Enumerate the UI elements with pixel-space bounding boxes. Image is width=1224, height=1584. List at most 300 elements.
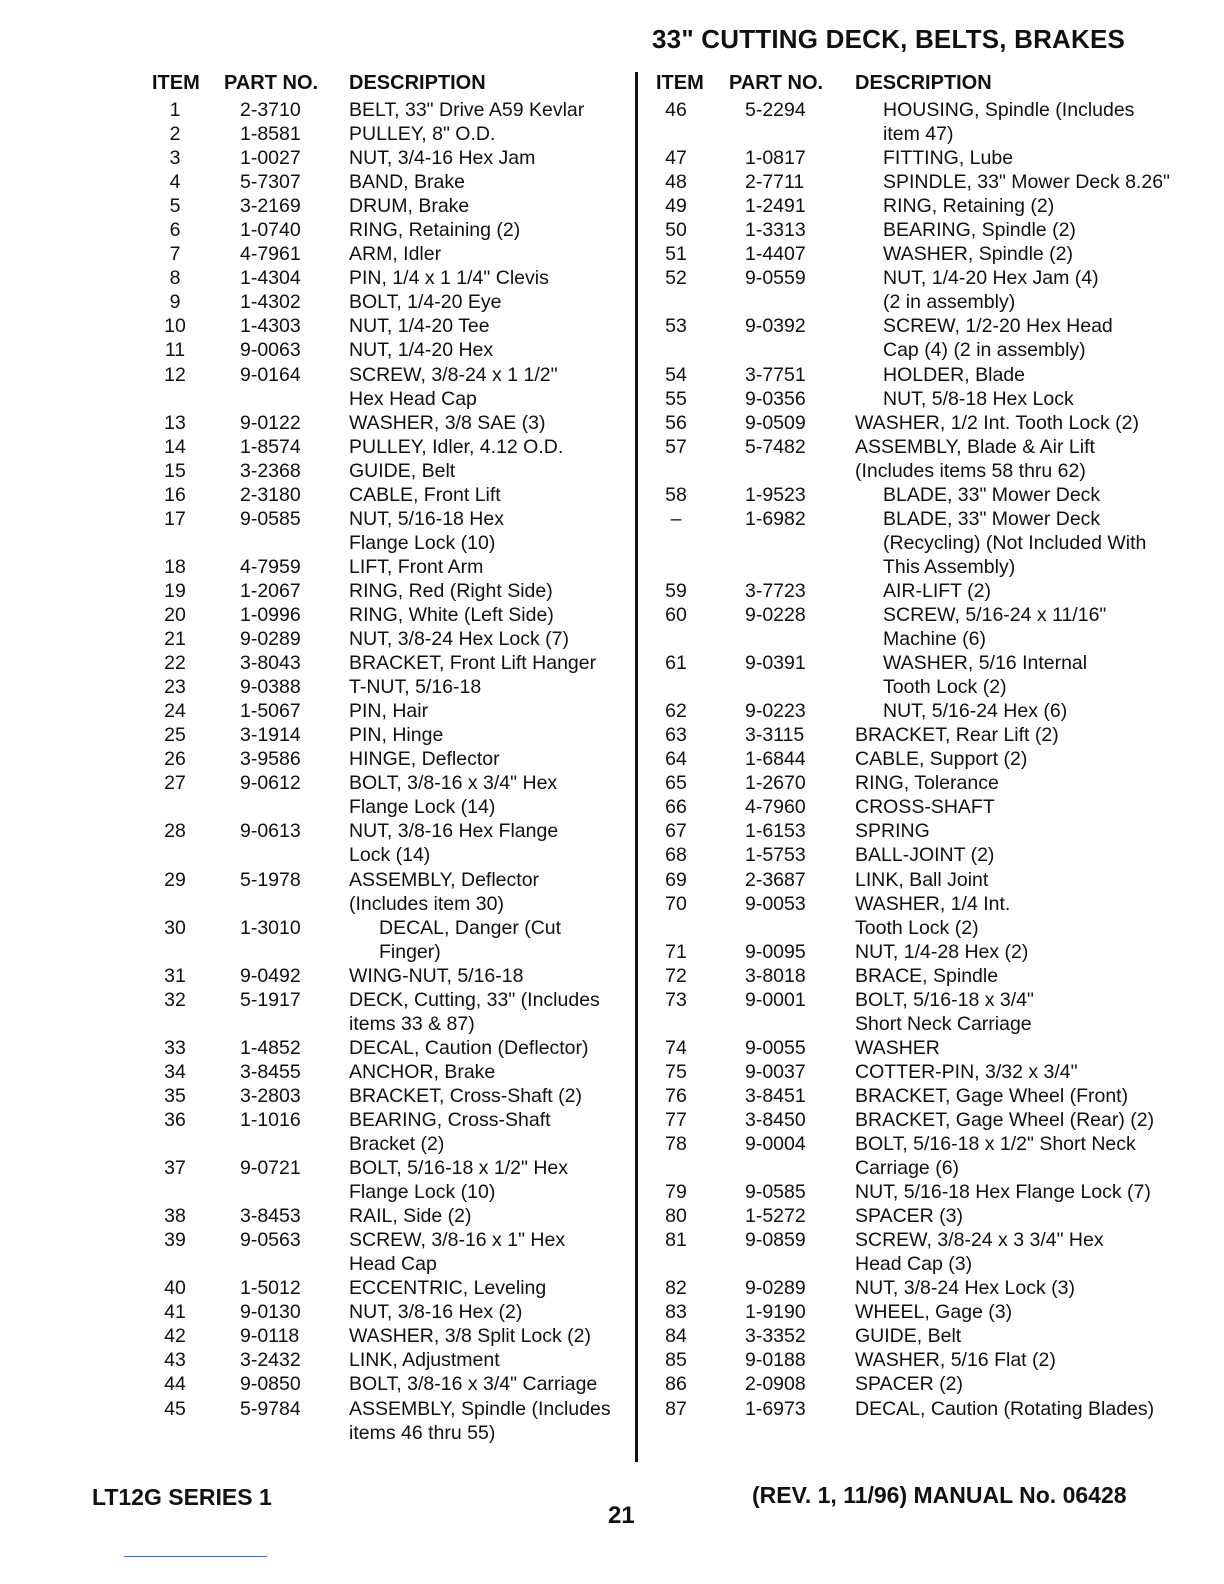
description-line: DRUM, Brake [349, 195, 470, 218]
header-part-no: PART NO. [224, 72, 319, 94]
part-description [349, 627, 630, 651]
part-number: 2-0908 [745, 1373, 806, 1396]
description-line: NUT, 3/8-16 Hex (2) [349, 1301, 523, 1324]
description-line: DECAL, Caution (Rotating Blades) [855, 1397, 1155, 1420]
description-line: (2 in assembly) [883, 291, 1016, 314]
description-line: NUT, 3/4-16 Hex Jam [349, 147, 536, 170]
description-line: SCREW, 3/8-24 x 3 3/4" Hex [855, 1229, 1104, 1252]
table-row [655, 1348, 1215, 1372]
part-description [855, 723, 1215, 747]
part-description [349, 579, 630, 603]
item-number: 12 [164, 363, 186, 386]
item-number: 86 [665, 1373, 687, 1396]
part-number: 1-2067 [240, 579, 301, 602]
part-description [855, 194, 1215, 218]
part-description [349, 1084, 630, 1108]
item-number: 30 [164, 916, 186, 939]
table-row [150, 290, 630, 314]
description-line: (Includes items 58 thru 62) [855, 459, 1086, 482]
table-row [150, 194, 630, 218]
item-number: 25 [164, 724, 186, 747]
table-row [150, 411, 630, 435]
table-row [150, 459, 630, 483]
part-description [855, 1204, 1215, 1228]
item-number: 77 [665, 1108, 687, 1131]
part-number: 1-6973 [745, 1397, 806, 1420]
description-line: BOLT, 1/4-20 Eye [349, 291, 502, 314]
table-row [150, 122, 630, 146]
item-number: 63 [665, 724, 687, 747]
description-line: RAIL, Side (2) [349, 1205, 472, 1228]
parts-table-right [655, 72, 1215, 1421]
table-row [655, 651, 1215, 699]
part-number: 5-1978 [240, 868, 301, 891]
part-number: 5-7482 [745, 435, 806, 458]
part-description [855, 940, 1215, 964]
description-line: ASSEMBLY, Spindle (Includes [349, 1397, 611, 1420]
description-line: item 47) [883, 123, 954, 146]
part-number: 9-0388 [240, 676, 301, 699]
part-description [855, 1132, 1215, 1180]
table-row [150, 1108, 630, 1156]
part-description [855, 868, 1215, 892]
description-line: (Recycling) (Not Included With [883, 531, 1147, 554]
description-line: BRACKET, Gage Wheel (Rear) (2) [855, 1108, 1155, 1131]
table-row [655, 1372, 1215, 1396]
part-description [349, 1372, 630, 1396]
part-description [855, 98, 1215, 146]
scan-artifact-line [124, 1556, 267, 1557]
part-description [349, 723, 630, 747]
item-number: 26 [164, 748, 186, 771]
part-number: 3-3352 [745, 1325, 806, 1348]
part-number: 1-0817 [745, 147, 806, 170]
part-description [855, 1108, 1215, 1132]
item-number: 36 [164, 1108, 186, 1131]
description-line: ARM, Idler [349, 243, 442, 266]
page-number: 21 [608, 1502, 635, 1529]
table-row [655, 1397, 1215, 1421]
table-row [655, 1204, 1215, 1228]
table-header [655, 72, 1215, 98]
description-line: NUT, 1/4-20 Hex Jam (4) [883, 267, 1099, 290]
item-number: 23 [164, 676, 186, 699]
table-row [150, 988, 630, 1036]
table-row [655, 843, 1215, 867]
part-number: 3-3115 [745, 724, 805, 747]
description-line: SPACER (2) [855, 1373, 963, 1396]
description-line: Hex Head Cap [349, 387, 477, 410]
table-row [150, 1348, 630, 1372]
description-line: DECK, Cutting, 33" (Includes [349, 988, 600, 1011]
table-row [150, 1060, 630, 1084]
table-row [655, 507, 1215, 579]
part-number: 9-0585 [240, 507, 301, 530]
description-line: BRACE, Spindle [855, 964, 999, 987]
item-number: 68 [665, 844, 687, 867]
description-line: BOLT, 5/16-18 x 1/2" Short Neck [855, 1133, 1136, 1156]
item-number: 79 [665, 1181, 687, 1204]
part-description [349, 1348, 630, 1372]
table-row [655, 1084, 1215, 1108]
part-description [349, 555, 630, 579]
table-row [150, 1324, 630, 1348]
part-number: 1-6153 [745, 820, 806, 843]
description-line: PULLEY, Idler, 4.12 O.D. [349, 435, 564, 458]
description-line: BRACKET, Rear Lift (2) [855, 724, 1059, 747]
item-number: 59 [665, 579, 687, 602]
part-description [855, 1036, 1215, 1060]
description-line: BAND, Brake [349, 171, 465, 194]
description-line: WASHER, 1/2 Int. Tooth Lock (2) [855, 411, 1139, 434]
description-line: BOLT, 3/8-16 x 3/4" Hex [349, 772, 558, 795]
item-number: 16 [164, 483, 186, 506]
item-number: 48 [665, 171, 687, 194]
header-item: ITEM [656, 72, 704, 94]
page-title: 33" CUTTING DECK, BELTS, BRAKES [652, 24, 1126, 54]
part-number: 2-3180 [240, 483, 301, 506]
part-description [855, 1228, 1215, 1276]
item-number: 56 [665, 411, 687, 434]
item-number: 33 [164, 1036, 186, 1059]
part-description [349, 218, 630, 242]
part-number: 1-2491 [745, 195, 806, 218]
description-line: WASHER [855, 1036, 940, 1059]
part-number: 9-0509 [745, 411, 806, 434]
item-number: 73 [665, 988, 687, 1011]
table-row [150, 1397, 630, 1445]
table-row [150, 555, 630, 579]
item-number: 21 [164, 628, 186, 651]
part-number: 3-8451 [745, 1084, 806, 1107]
item-number: 17 [164, 507, 186, 530]
description-line: NUT, 5/16-18 Hex [349, 507, 504, 530]
item-number: 44 [164, 1373, 186, 1396]
description-line: Bracket (2) [349, 1133, 445, 1156]
item-number: 62 [665, 700, 687, 723]
item-number: 67 [665, 820, 687, 843]
description-line: Machine (6) [883, 628, 986, 651]
description-line: Head Cap (3) [855, 1253, 973, 1276]
part-description [855, 266, 1215, 314]
part-description [349, 363, 630, 411]
part-number: 1-8581 [240, 123, 301, 146]
description-line: Short Neck Carriage [855, 1012, 1032, 1035]
item-number: 66 [665, 796, 687, 819]
part-description [349, 1060, 630, 1084]
table-row [655, 579, 1215, 603]
item-number: 65 [665, 772, 687, 795]
description-line: RING, Retaining (2) [349, 219, 521, 242]
description-line: LINK, Ball Joint [855, 868, 989, 891]
part-description [349, 868, 630, 916]
part-description [349, 98, 630, 122]
item-number: 60 [665, 603, 687, 626]
table-row [150, 1276, 630, 1300]
table-row [655, 771, 1215, 795]
description-line: WASHER, Spindle (2) [883, 243, 1074, 266]
part-description [855, 843, 1215, 867]
description-line: NUT, 1/4-20 Tee [349, 315, 490, 338]
part-description [855, 988, 1215, 1036]
item-number: 42 [164, 1325, 186, 1348]
part-number: 1-6844 [745, 748, 806, 771]
part-number: 9-0130 [240, 1301, 301, 1324]
item-number: 34 [164, 1060, 186, 1083]
table-row [655, 868, 1215, 892]
description-line: NUT, 3/8-24 Hex Lock (3) [855, 1277, 1075, 1300]
table-row [150, 1372, 630, 1396]
item-number: 75 [665, 1060, 687, 1083]
part-number: 5-9784 [240, 1397, 301, 1420]
part-number: 9-0289 [745, 1277, 806, 1300]
part-description [349, 988, 630, 1036]
item-number: 2 [169, 123, 181, 146]
description-line: RING, White (Left Side) [349, 603, 554, 626]
part-description [855, 892, 1215, 940]
item-number: 87 [665, 1397, 687, 1420]
part-number: 9-0585 [745, 1181, 806, 1204]
description-line: BLADE, 33" Mower Deck [883, 483, 1101, 506]
table-row [655, 98, 1215, 146]
description-line: NUT, 1/4-20 Hex [349, 339, 494, 362]
item-number: 58 [665, 483, 687, 506]
item-number: 19 [164, 579, 186, 602]
item-number: 11 [164, 339, 186, 362]
description-line: NUT, 5/8-18 Hex Lock [883, 387, 1074, 410]
table-row [150, 218, 630, 242]
table-row [655, 1324, 1215, 1348]
part-description [855, 242, 1215, 266]
item-number: 35 [164, 1084, 186, 1107]
part-description [349, 1276, 630, 1300]
header-part-no: PART NO. [729, 72, 824, 94]
description-line: This Assembly) [883, 555, 1016, 578]
part-description [349, 1324, 630, 1348]
part-description [349, 771, 630, 819]
item-number: – [670, 507, 682, 530]
item-number: 5 [169, 195, 181, 218]
part-number: 9-0037 [745, 1060, 806, 1083]
part-number: 5-2294 [745, 99, 806, 121]
part-description [855, 1397, 1215, 1421]
table-row [655, 1300, 1215, 1324]
description-line: WING-NUT, 5/16-18 [349, 964, 524, 987]
item-number: 15 [164, 459, 186, 482]
description-line: T-NUT, 5/16-18 [349, 676, 482, 699]
item-number: 14 [164, 435, 186, 458]
table-row [655, 964, 1215, 988]
part-number: 9-0188 [745, 1349, 806, 1372]
item-number: 80 [665, 1205, 687, 1228]
part-description [855, 146, 1215, 170]
part-description [855, 1372, 1215, 1396]
parts-table-left [150, 72, 630, 1445]
item-number: 85 [665, 1349, 687, 1372]
item-number: 55 [665, 387, 687, 410]
table-row [150, 964, 630, 988]
description-line: Carriage (6) [855, 1157, 960, 1180]
part-description [349, 242, 630, 266]
description-line: CABLE, Front Lift [349, 483, 501, 506]
part-number: 1-0027 [240, 147, 301, 170]
part-description [349, 314, 630, 338]
table-row [655, 699, 1215, 723]
table-header [150, 72, 630, 98]
item-number: 31 [164, 964, 186, 987]
description-line: items 46 thru 55) [349, 1421, 496, 1444]
part-description [349, 170, 630, 194]
description-line: NUT, 3/8-24 Hex Lock (7) [349, 628, 569, 651]
item-number: 4 [169, 171, 181, 194]
table-row [655, 603, 1215, 651]
table-row [655, 314, 1215, 362]
part-number: 3-7751 [745, 363, 806, 386]
table-row [655, 795, 1215, 819]
item-number: 20 [164, 603, 186, 626]
part-number: 5-7307 [240, 171, 301, 194]
part-number: 9-0289 [240, 628, 301, 651]
item-number: 40 [164, 1277, 186, 1300]
item-number: 43 [164, 1349, 186, 1372]
description-line: Flange Lock (14) [349, 796, 496, 819]
item-number: 50 [665, 219, 687, 242]
description-line: BOLT, 5/16-18 x 3/4" [855, 988, 1034, 1011]
description-line: WASHER, 1/4 Int. [855, 892, 1011, 915]
item-number: 54 [665, 363, 687, 386]
table-row [655, 170, 1215, 194]
part-description [349, 651, 630, 675]
part-number: 1-9523 [745, 483, 806, 506]
description-line: BELT, 33" Drive A59 Kevlar [349, 99, 585, 121]
part-description [349, 122, 630, 146]
description-line: Flange Lock (10) [349, 531, 496, 554]
table-row [655, 435, 1215, 483]
part-description [855, 1348, 1215, 1372]
description-line: WASHER, 5/16 Flat (2) [855, 1349, 1056, 1372]
table-row [150, 146, 630, 170]
part-number: 9-0356 [745, 387, 806, 410]
part-number: 2-3687 [745, 868, 806, 891]
table-row [655, 723, 1215, 747]
part-description [855, 387, 1215, 411]
part-number: 1-4302 [240, 291, 301, 314]
table-row [150, 819, 630, 867]
part-number: 9-0118 [240, 1325, 300, 1348]
part-description [855, 411, 1215, 435]
part-description [349, 1108, 630, 1156]
item-number: 72 [665, 964, 687, 987]
description-line: RING, Retaining (2) [883, 195, 1055, 218]
description-line: NUT, 3/8-16 Hex Flange [349, 820, 559, 843]
part-number: 1-4407 [745, 243, 806, 266]
part-description [349, 603, 630, 627]
part-number: 1-1016 [240, 1108, 301, 1131]
part-description [855, 747, 1215, 771]
part-description [855, 1084, 1215, 1108]
part-description [349, 266, 630, 290]
table-row [150, 507, 630, 555]
description-line: COTTER-PIN, 3/32 x 3/4" [855, 1060, 1078, 1083]
part-number: 1-5272 [745, 1205, 806, 1228]
part-number: 9-0613 [240, 820, 301, 843]
table-row [655, 1036, 1215, 1060]
part-description [349, 964, 630, 988]
part-description [855, 218, 1215, 242]
item-number: 9 [169, 291, 181, 314]
table-row [655, 819, 1215, 843]
header-description: DESCRIPTION [349, 72, 486, 94]
description-line: CABLE, Support (2) [855, 748, 1028, 771]
part-number: 1-6982 [745, 507, 806, 530]
part-number: 9-0392 [745, 315, 806, 338]
table-row [655, 1180, 1215, 1204]
part-number: 9-0055 [745, 1036, 806, 1059]
table-row [150, 435, 630, 459]
part-number: 3-2169 [240, 195, 301, 218]
item-number: 57 [665, 435, 687, 458]
table-row [150, 699, 630, 723]
header-description: DESCRIPTION [855, 72, 992, 94]
part-number: 9-0391 [745, 652, 806, 675]
item-number: 27 [164, 772, 186, 795]
item-number: 61 [665, 652, 687, 675]
part-number: 1-5012 [240, 1277, 301, 1300]
table-row [655, 242, 1215, 266]
part-description [349, 675, 630, 699]
item-number: 41 [164, 1301, 186, 1324]
table-row [655, 1108, 1215, 1132]
footer-model: LT12G SERIES 1 [92, 1484, 272, 1510]
part-number: 9-0095 [745, 940, 806, 963]
table-row [655, 411, 1215, 435]
part-number: 9-0004 [745, 1133, 806, 1156]
description-line: DECAL, Danger (Cut [379, 916, 562, 939]
table-row [150, 363, 630, 411]
part-description [349, 146, 630, 170]
table-row [150, 747, 630, 771]
table-row [150, 627, 630, 651]
column-divider [635, 72, 638, 1462]
part-description [349, 483, 630, 507]
table-row [655, 1276, 1215, 1300]
item-number: 10 [164, 315, 186, 338]
table-row [655, 146, 1215, 170]
item-number: 3 [169, 147, 181, 170]
part-number: 1-3010 [240, 916, 301, 939]
table-row [150, 1204, 630, 1228]
item-number: 7 [169, 243, 181, 266]
part-description [855, 1324, 1215, 1348]
part-number: 3-2432 [240, 1349, 301, 1372]
description-line: RING, Tolerance [855, 772, 999, 795]
description-line: BRACKET, Front Lift Hanger [349, 652, 597, 675]
item-number: 74 [665, 1036, 687, 1059]
part-number: 1-0740 [240, 219, 301, 242]
part-number: 3-2803 [240, 1084, 301, 1107]
table-row [150, 603, 630, 627]
item-number: 52 [665, 267, 687, 290]
description-line: CROSS-SHAFT [855, 796, 995, 819]
item-number: 81 [665, 1229, 687, 1252]
table-row [655, 363, 1215, 387]
description-line: Head Cap [349, 1253, 437, 1276]
table-row [655, 1132, 1215, 1180]
description-line: SPACER (3) [855, 1205, 963, 1228]
description-line: PULLEY, 8" O.D. [349, 123, 496, 146]
table-row [655, 940, 1215, 964]
description-line: HOLDER, Blade [883, 363, 1025, 386]
